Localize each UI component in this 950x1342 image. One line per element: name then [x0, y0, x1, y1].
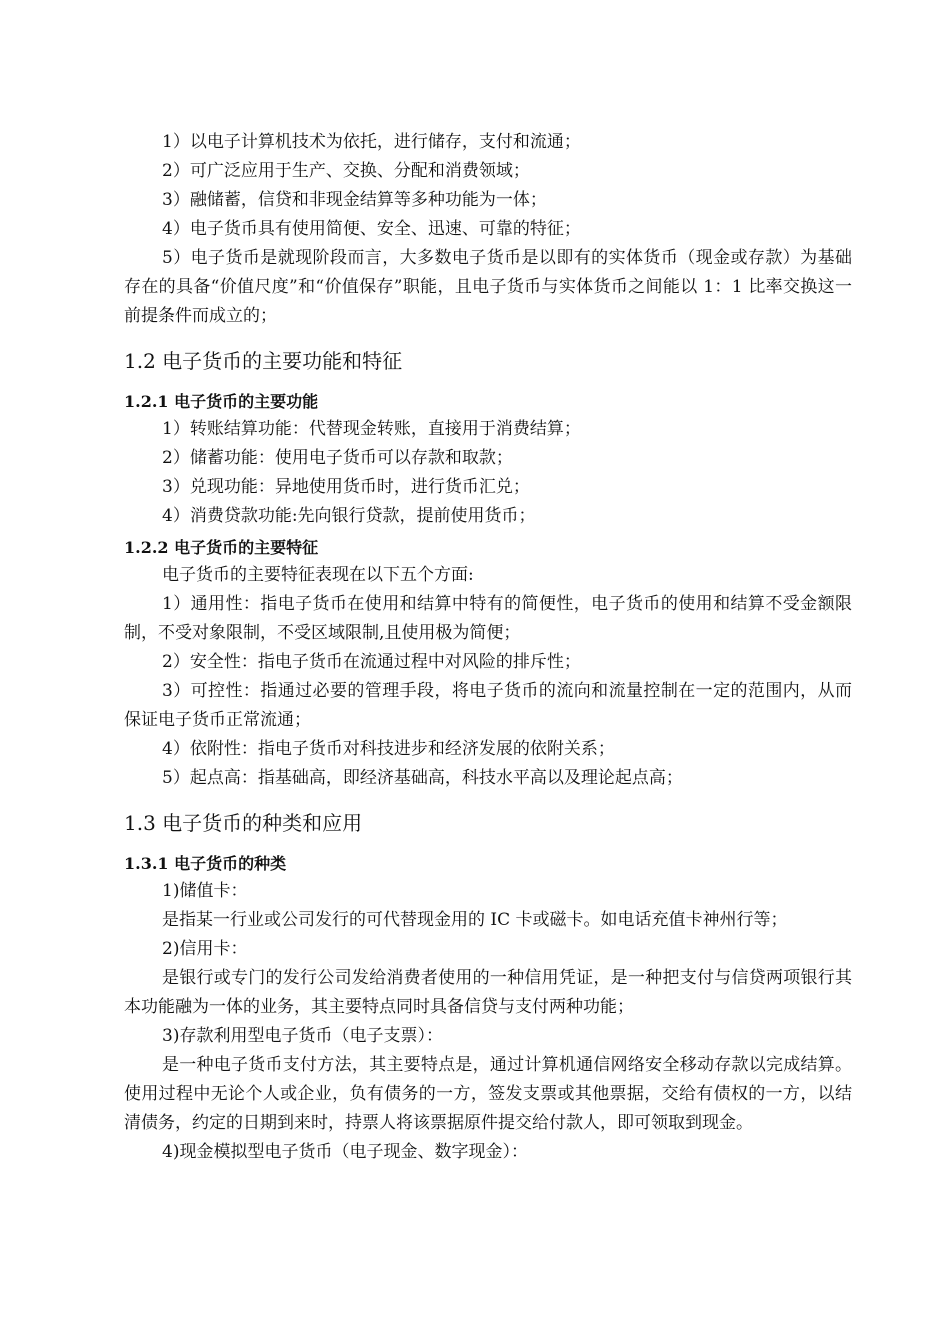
type-label-4: 4)现金模拟型电子货币（电子现金、数字现金）：	[162, 1142, 528, 1162]
intro-item-3: 3）融储蓄，信贷和非现金结算等多种功能为一体；	[162, 190, 547, 210]
subsection-heading-1-2-2: 1.2.2 电子货币的主要特征	[124, 538, 319, 557]
type-desc-1: 是指某一行业或公司发行的可代替现金用的 IC 卡或磁卡。如电话充值卡神州行等；	[162, 910, 788, 930]
function-item-1: 1）转账结算功能：代替现金转账，直接用于消费结算；	[162, 419, 581, 439]
type-label-1: 1)储值卡：	[162, 881, 248, 901]
function-item-4: 4）消费贷款功能:先向银行贷款，提前使用货币；	[162, 506, 536, 526]
type-label-3: 3)存款利用型电子货币（电子支票）：	[162, 1026, 443, 1046]
feature-item-3: 3）可控性：指通过必要的管理手段，将电子货币的流向和流量控制在一定的范围内，从而保证电子货币正常流通；	[124, 681, 852, 730]
section-heading-1-2: 1.2 电子货币的主要功能和特征	[124, 349, 403, 373]
feature-lead: 电子货币的主要特征表现在以下五个方面:	[162, 565, 474, 585]
type-desc-2: 是银行或专门的发行公司发给消费者使用的一种信用凭证，是一种把支付与信贷两项银行其本功能融为一体的业务，其主要特点同时具备信贷与支付两种功能；	[124, 968, 852, 1017]
page-content	[124, 128, 852, 1167]
function-item-3: 3）兑现功能：异地使用货币时，进行货币汇兑；	[162, 477, 530, 497]
feature-item-2: 2）安全性：指电子货币在流通过程中对风险的排斥性；	[162, 652, 581, 672]
feature-item-1: 1）通用性：指电子货币在使用和结算中特有的简便性，电子货币的使用和结算不受金额限制，不受对象限制，不受区域限制,且使用极为简便；	[124, 594, 852, 643]
subsection-heading-1-2-1: 1.2.1 电子货币的主要功能	[124, 392, 319, 411]
subsection-heading-1-3-1: 1.3.1 电子货币的种类	[124, 854, 287, 873]
section-heading-1-3: 1.3 电子货币的种类和应用	[124, 811, 363, 835]
feature-item-5: 5）起点高：指基础高，即经济基础高，科技水平高以及理论起点高；	[162, 768, 683, 788]
feature-item-4: 4）依附性：指电子货币对科技进步和经济发展的依附关系；	[162, 739, 615, 759]
intro-item-2: 2）可广泛应用于生产、交换、分配和消费领域；	[162, 161, 530, 181]
intro-item-1: 1）以电子计算机技术为依托，进行储存，支付和流通；	[162, 132, 581, 152]
intro-item-5: 5）电子货币是就现阶段而言，大多数电子货币是以即有的实体货币（现金或存款）为基础存在的具备“价值尺度”和“价值保存”职能，且电子货币与实体货币之间能以 1：1 比率交换这一前提条件而成立的；	[124, 248, 852, 326]
intro-item-4: 4）电子货币具有使用简便、安全、迅速、可靠的特征；	[162, 219, 581, 239]
type-label-2: 2)信用卡：	[162, 939, 248, 959]
function-item-2: 2）储蓄功能：使用电子货币可以存款和取款；	[162, 448, 513, 468]
type-desc-3: 是一种电子货币支付方法，其主要特点是，通过计算机通信网络安全移动存款以完成结算。使用过程中无论个人或企业，负有债务的一方，签发支票或其他票据，交给有债权的一方，以结清债务，约定的日期到来时，持票人将该票据原件提交给付款人，即可领取到现金。	[124, 1055, 852, 1133]
